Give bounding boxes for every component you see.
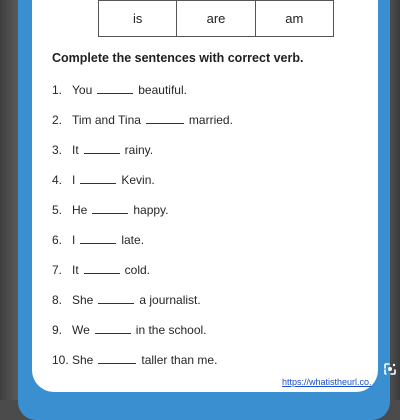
sentence-number: 8.: [52, 293, 63, 307]
answer-blank[interactable]: [84, 262, 120, 274]
sentence-rest: a journalist.: [139, 293, 201, 307]
sentence-item: [52, 322, 207, 337]
answer-blank[interactable]: [80, 232, 116, 244]
left-background-strip: [0, 0, 18, 400]
sentence-subject: I: [72, 233, 76, 247]
sentence-subject: It: [72, 263, 79, 277]
sentence-item: [52, 262, 150, 277]
sentence-subject: She: [72, 353, 94, 367]
sentence-number: 3.: [52, 143, 63, 157]
sentence-subject: It: [72, 143, 79, 157]
word-box-cell: are: [177, 1, 255, 37]
sentence-item: [52, 202, 168, 217]
answer-blank[interactable]: [98, 292, 134, 304]
answer-blank[interactable]: [84, 142, 120, 154]
sentence-item: [52, 82, 187, 97]
sentence-subject: Tim and Tina: [72, 113, 141, 127]
source-url-link[interactable]: https://whatistheurl.co.: [282, 377, 372, 387]
sentence-rest: cold.: [124, 263, 151, 277]
answer-blank[interactable]: [97, 82, 133, 94]
sentence-rest: in the school.: [135, 323, 207, 337]
answer-blank[interactable]: [98, 352, 136, 364]
word-box-cell: am: [255, 1, 333, 37]
answer-blank[interactable]: [95, 322, 131, 334]
answer-blank[interactable]: [80, 172, 116, 184]
word-box-cell: is: [99, 1, 177, 37]
sentence-number: 2.: [52, 113, 63, 127]
sentence-subject: I: [72, 173, 76, 187]
word-box-table: [98, 0, 334, 37]
sentence-number: 7.: [52, 263, 63, 277]
word-box-row: [99, 1, 334, 37]
sentence-item: [52, 232, 144, 247]
sentence-item: [52, 112, 233, 127]
sentence-number: 9.: [52, 323, 63, 337]
sentence-rest: married.: [188, 113, 233, 127]
sentence-item: [52, 352, 217, 367]
sentence-number: 4.: [52, 173, 63, 187]
sentence-number: 6.: [52, 233, 63, 247]
sentence-rest: late.: [121, 233, 145, 247]
sentence-item: [52, 172, 155, 187]
answer-blank[interactable]: [92, 202, 128, 214]
sentence-subject: She: [72, 293, 94, 307]
google-lens-icon[interactable]: [383, 362, 397, 376]
sentence-subject: He: [72, 203, 88, 217]
sentence-rest: Kevin.: [121, 173, 155, 187]
sentence-subject: We: [72, 323, 90, 337]
sentence-subject: You: [72, 83, 93, 97]
sentence-rest: rainy.: [124, 143, 154, 157]
sentence-number: 1.: [52, 83, 63, 97]
answer-blank[interactable]: [146, 112, 184, 124]
sentence-rest: beautiful.: [138, 83, 187, 97]
sentence-number: 5.: [52, 203, 63, 217]
sentence-item: [52, 142, 153, 157]
sentence-item: [52, 292, 201, 307]
instruction-heading: Complete the sentences with correct verb.: [52, 51, 304, 65]
sentence-number: 10.: [52, 353, 69, 367]
sentence-rest: happy.: [133, 203, 169, 217]
sentence-rest: taller than me.: [141, 353, 218, 367]
